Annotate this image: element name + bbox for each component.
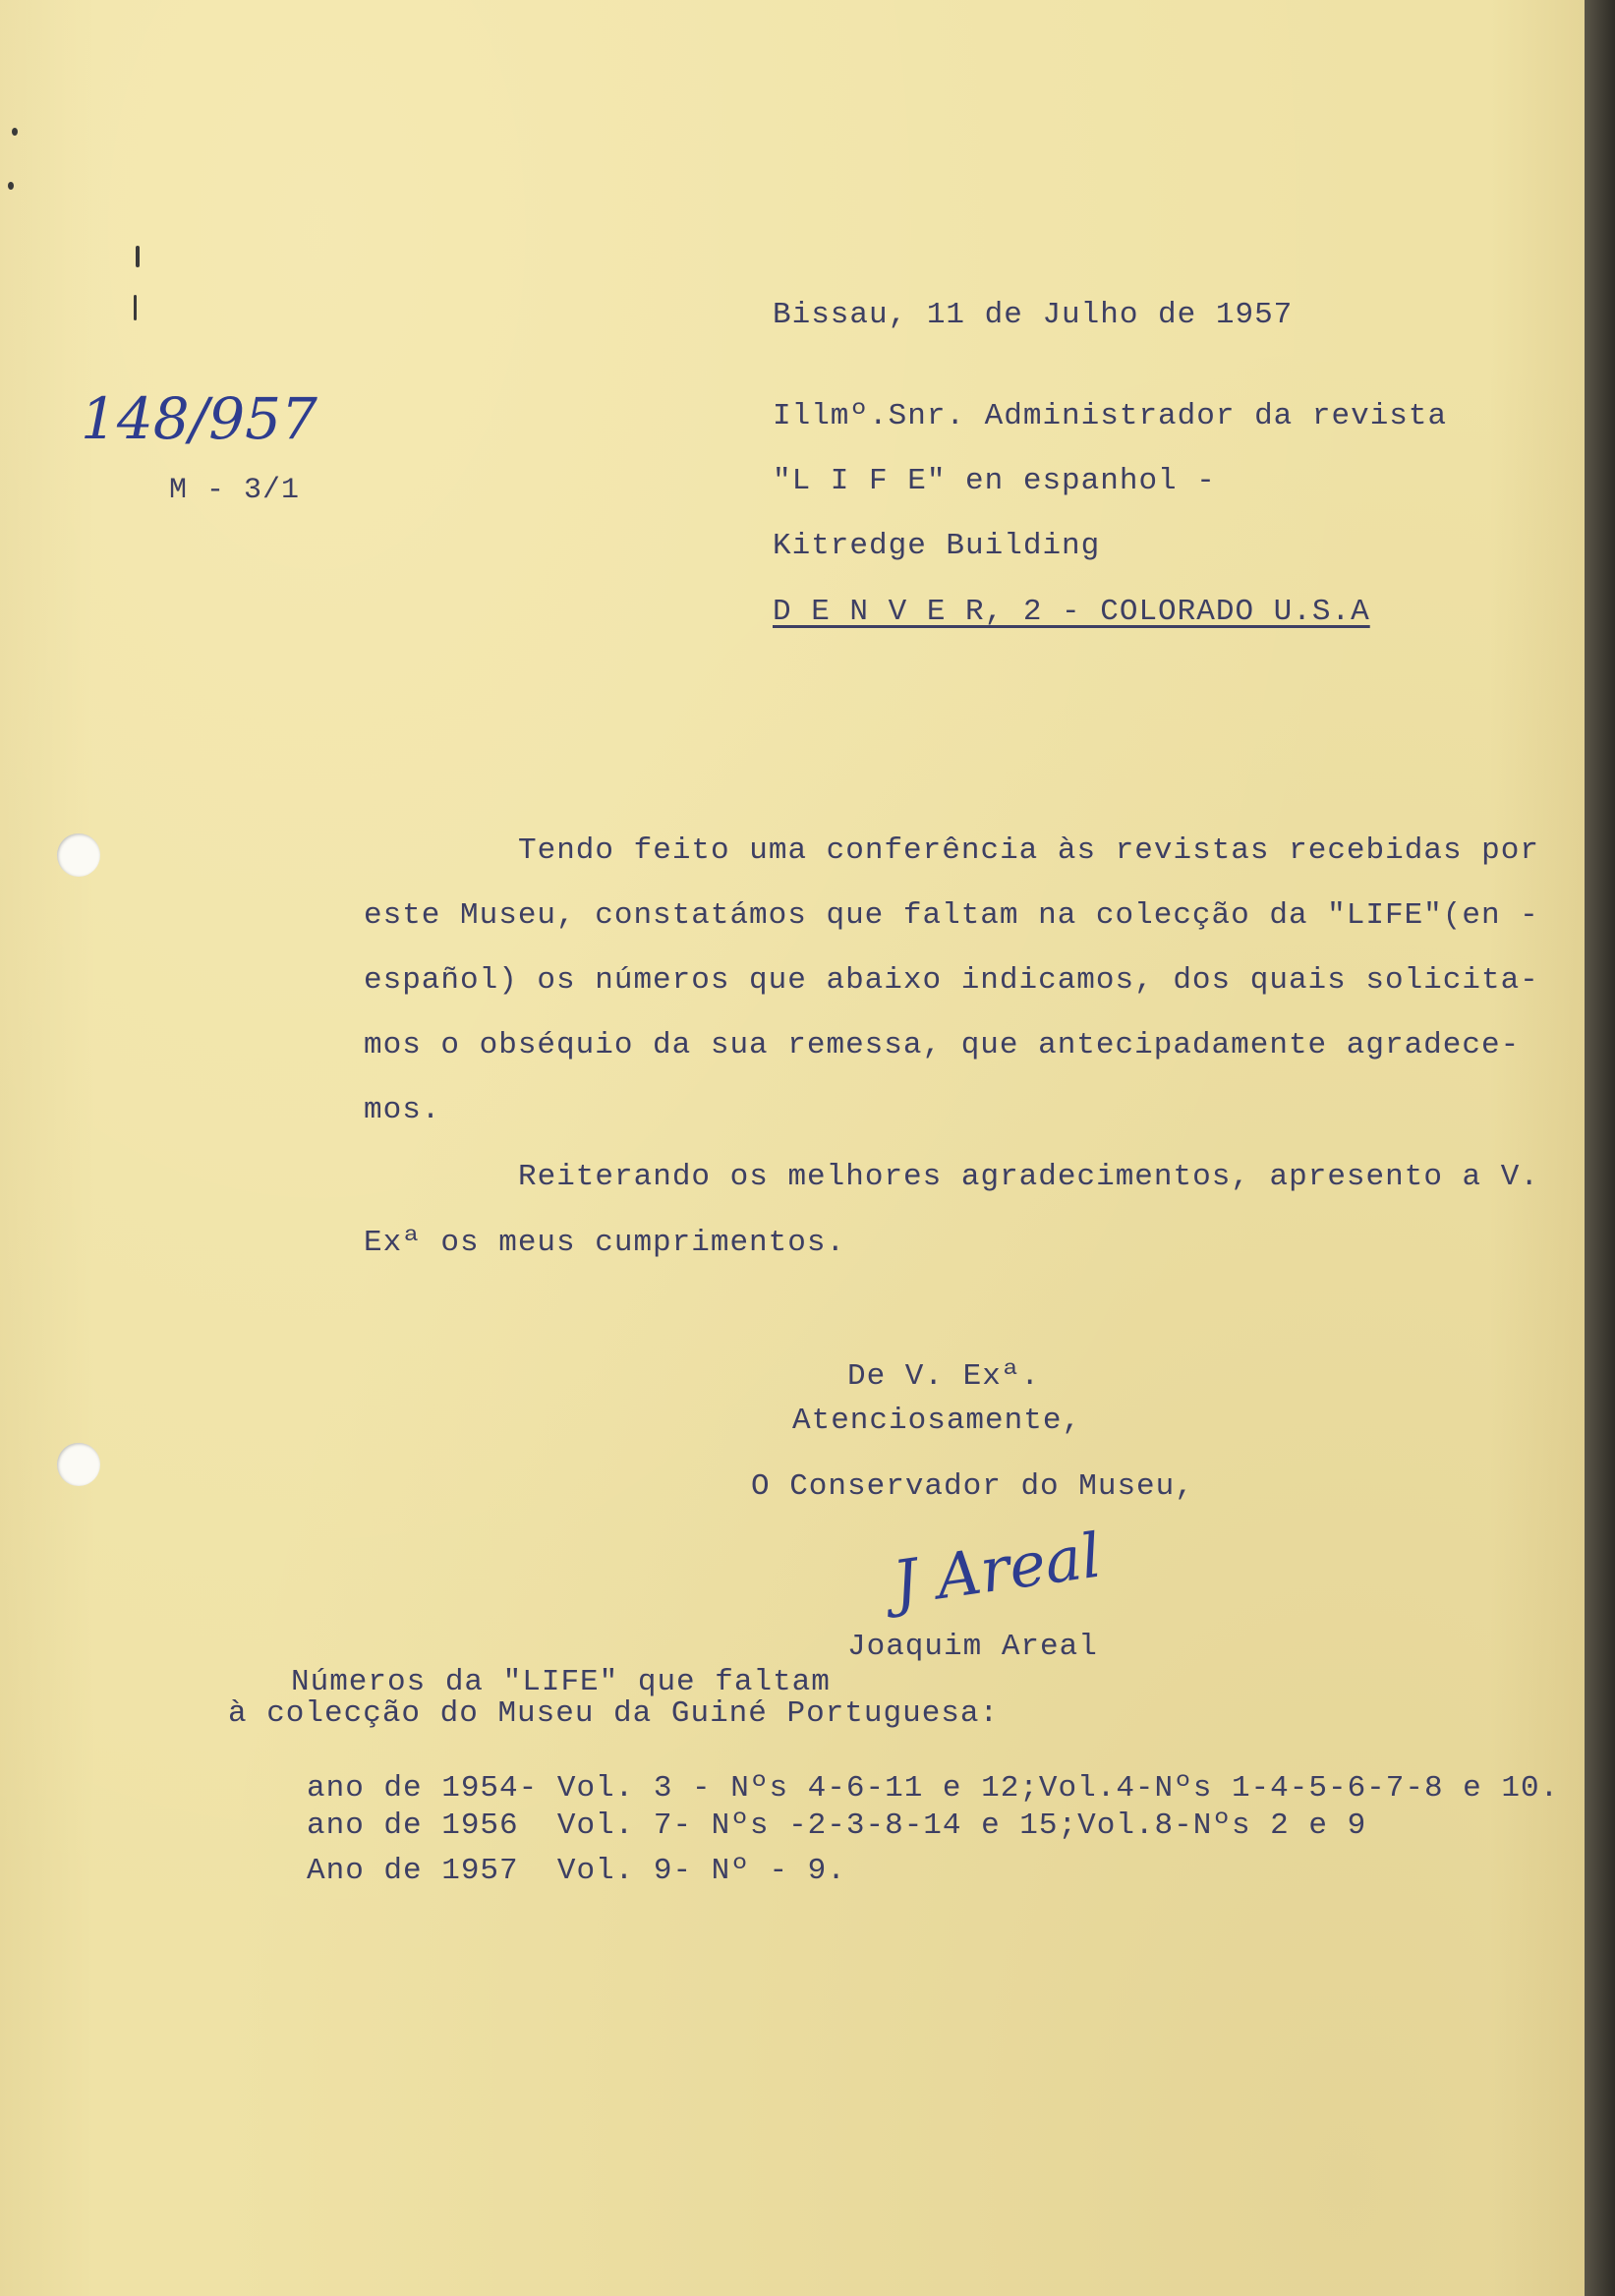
closing-line-2: Atenciosamente, (792, 1404, 1082, 1438)
missing-issues-heading-2: à colecção do Museu da Guiné Portuguesa: (228, 1696, 1000, 1731)
addressee-line-2: "L I F E" en espanhol - (773, 464, 1216, 498)
date-line: Bissau, 11 de Julho de 1957 (773, 298, 1294, 332)
body-paragraph-2-line-2: Exª os meus cumprimentos. (364, 1226, 846, 1260)
closing-line-3: O Conservador do Museu, (751, 1469, 1194, 1504)
reference-code: M - 3/1 (169, 474, 301, 507)
missing-issues-row: Ano de 1957 Vol. 9- Nº - 9. (307, 1854, 846, 1888)
body-paragraph-1-line-4: mos o obséquio da sua remessa, que antecipadamente agradece- (364, 1028, 1521, 1062)
punch-hole-top (57, 833, 100, 877)
ink-speck (8, 182, 14, 190)
punch-hole-bottom (57, 1443, 100, 1486)
ink-speck (134, 295, 137, 320)
addressee-line-1: Illmº.Snr. Administrador da revista (773, 399, 1448, 433)
signature: J Areal (888, 1519, 1106, 1620)
ink-speck (12, 128, 18, 136)
missing-issues-heading-1: Números da "LIFE" que faltam (291, 1665, 831, 1699)
addressee-line-4: D E N V E R, 2 - COLORADO U.S.A (773, 595, 1370, 629)
body-paragraph-1-line-1: Tendo feito uma conferência às revistas recebidas por (518, 833, 1539, 868)
background-edge (1585, 0, 1615, 2296)
missing-issues-row: ano de 1956 Vol. 7- Nºs -2-3-8-14 e 15;Vol.8-Nºs 2 e 9 (307, 1808, 1367, 1843)
missing-issues-row: ano de 1954- Vol. 3 - Nºs 4-6-11 e 12;Vol.4-Nºs 1-4-5-6-7-8 e 10. (307, 1771, 1560, 1806)
body-paragraph-1-line-3: español) os números que abaixo indicamos, dos quais solicita- (364, 963, 1539, 998)
signatory-name: Joaquim Areal (847, 1630, 1098, 1664)
addressee-line-3: Kitredge Building (773, 529, 1101, 563)
body-paragraph-1-line-5: mos. (364, 1093, 441, 1127)
body-paragraph-2-line-1: Reiterando os melhores agradecimentos, apresento a V. (518, 1160, 1539, 1194)
handwritten-reference: 148/957 (81, 385, 317, 452)
closing-line-1: De V. Exª. (847, 1359, 1041, 1394)
body-paragraph-1-line-2: este Museu, constatámos que faltam na colecção da "LIFE"(en - (364, 898, 1539, 933)
ink-speck (136, 246, 140, 267)
